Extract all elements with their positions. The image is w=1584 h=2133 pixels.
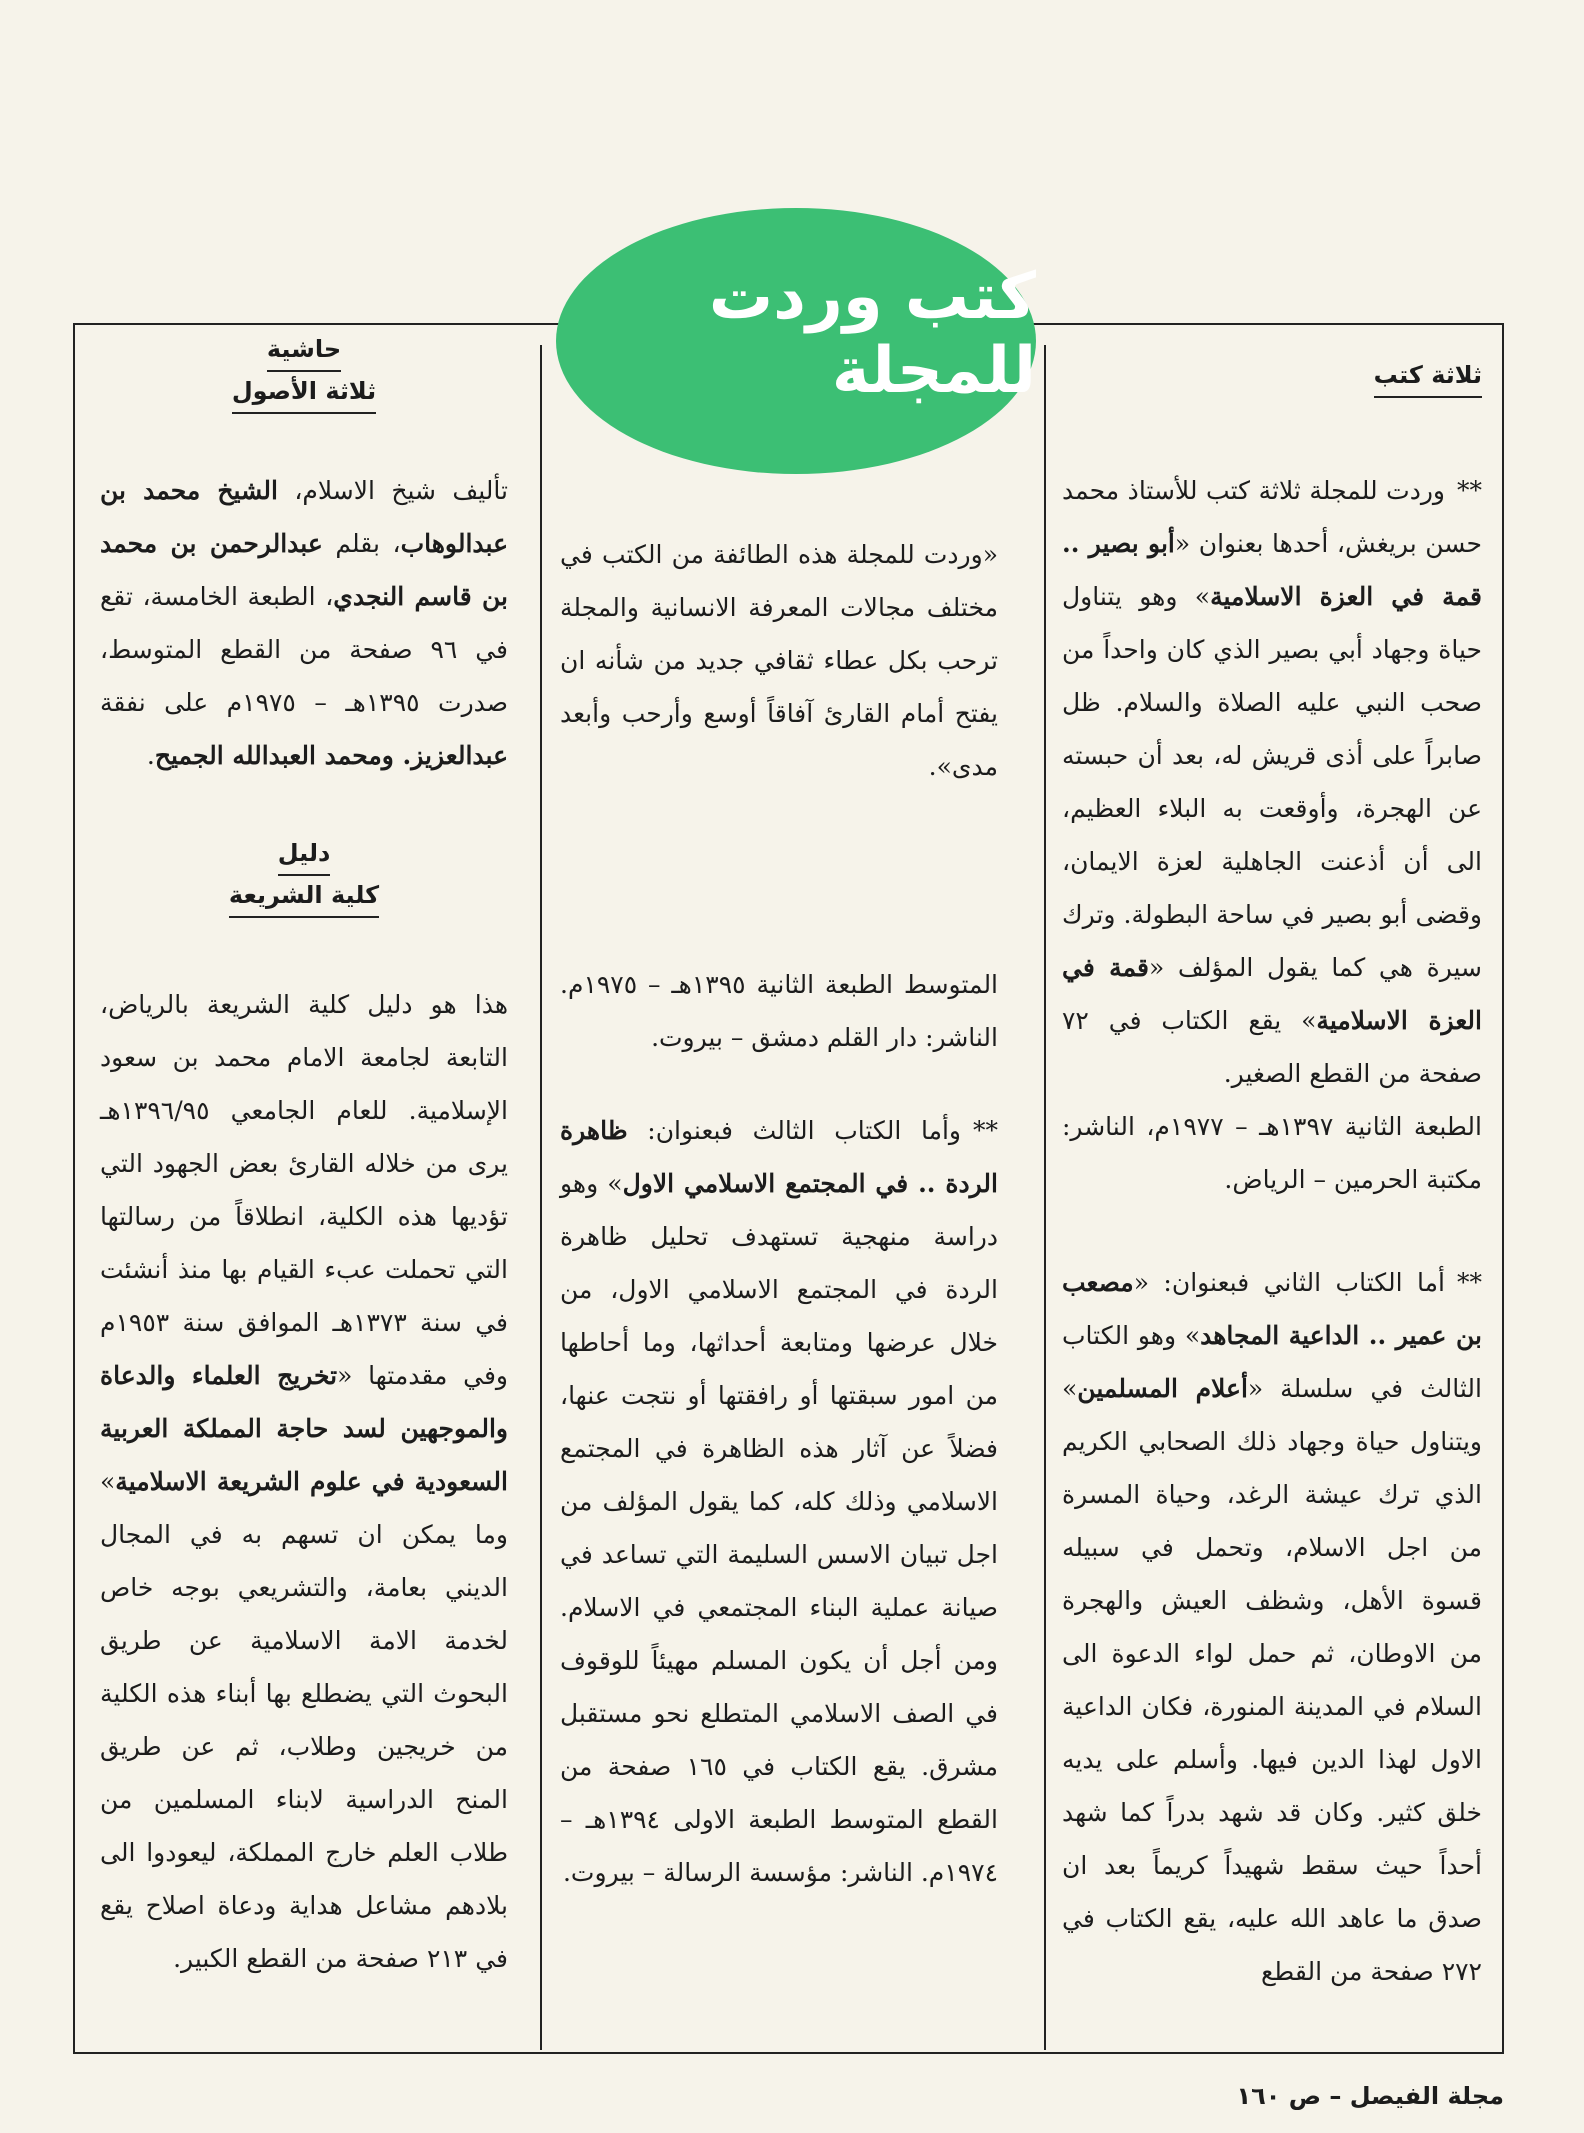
paragraph-first-book: **وردت للمجلة ثلاثة كتب للأستاذ محمد حسن بريغش، أحدها بعنوان «أبو بصير .. قمة في العزة الاسلامية» وهو يتناول حياة وجهاد أبي بصير الذي كان واحداً من صحب النبي عليه الصلاة والسلام. ظل صابراً على أذى قريش له، بعد أن حبسته عن الهجرة، وأوقعت به البلاء العظيم، الى أن أذعنت الجاهلية لعزة الايمان، وقضى أبو بصير في ساحة البطولة. وترك سيرة هي كما يقول المؤلف «قمة في العزة الاسلامية» يقع الكتاب في ٧٢ صفحة من القطع الصغير.: [1062, 476, 1482, 1088]
section-hashiya-kicker: حاشية: [267, 330, 341, 372]
paragraph-kulliyat-sharia: هذا هو دليل كلية الشريعة بالرياض، التابعة لجامعة الامام محمد بن سعود الإسلامية. للعام الجامعي ١٣٩٦/٩٥هـ يرى من خلاله القارئ بعض الجهود التي تؤديها هذه الكلية، انطلاقاً من رسالتها التي تحملت عبء القيام بها منذ أنشئت في سنة ١٣٧٣هـ الموافق سنة ١٩٥٣م وفي مقدمتها «تخريج العلماء والدعاة والموجهين لسد حاجة المملكة العربية السعودية في علوم الشريعة الاسلامية» وما يمكن ان تسهم به في المجال الديني بعامة، والتشريعي بوجه خاص لخدمة الامة الاسلامية عن طريق البحوث التي يضطلع بها أبناء هذه الكلية من خريجين وطلاب، ثم عن طريق المنح الدراسية لابناء المسلمين من طلاب العلم خارج المملكة، ليعودوا الى بلادهم مشاعل هداية ودعاة اصلاح يقع في ٢١٣ صفحة من القطع الكبير.: [100, 990, 509, 1973]
frame-top-left-rule: [73, 323, 563, 325]
banner-title: كتب وردت للمجلة: [708, 260, 1036, 408]
section-dalil-kicker: دليل: [278, 834, 331, 876]
paragraph-second-book-edition: المتوسط الطبعة الثانية ١٣٩٥هـ – ١٩٧٥م. الناشر: دار القلم دمشق – بيروت.: [560, 970, 999, 1052]
section-dalil-title: كلية الشريعة: [229, 876, 379, 918]
paragraph-first-book-edition: الطبعة الثانية ١٣٩٧هـ – ١٩٧٧م، الناشر: مكتبة الحرمين – الرياض.: [1062, 1112, 1482, 1194]
column-divider-right: [1044, 345, 1046, 2050]
paragraph-second-book: **أما الكتاب الثاني فبعنوان: «مصعب بن عمير .. الداعية المجاهد» وهو الكتاب الثالث في سلسلة «أعلام المسلمين» ويتناول حياة وجهاد ذلك الصحابي الكريم الذي ترك عيشة الرغد، وحياة المسرة من اجل الاسلام، وتحمل في سبيله قسوة الأهل، وشظف العيش والهجرة من الاوطان، ثم حمل لواء الدعوة الى السلام في المدينة المنورة، فكان الداعية الاول لهذا الدين فيها. وأسلم على يديه خلق كثير. وكان قد شهد بدراً كما شهد أحداً حيث سقط شهيداً كريماً بعد ان صدق ما عاهد الله عليه، يقع الكتاب في ٢٧٢ صفحة من القطع: [1062, 1268, 1482, 1986]
section-dalil-heading: [100, 834, 508, 918]
section-hashiya-heading: [100, 330, 508, 414]
paragraph-third-book: **وأما الكتاب الثالث فبعنوان: ظاهرة الردة .. في المجتمع الاسلامي الاول» وهو دراسة منهجية تستهدف تحليل ظاهرة الردة في المجتمع الاسلامي الاول، من خلال عرضها ومتابعة أحداثها، وما أحاطها من امور سبقتها أو رافقتها أو نتجت عنها، فضلاً عن آثار هذه الظاهرة في المجتمع الاسلامي وذلك كله، كما يقول المؤلف من اجل تبيان الاسس السليمة التي تساعد في صيانة عملية البناء المجتمعي في الاسلام. ومن أجل أن يكون المسلم مهيئاً للوقوف في الصف الاسلامي المتطلع نحو مستقبل مشرق. يقع الكتاب في ١٦٥ صفحة من القطع المتوسط الطبعة الاولى ١٣٩٤هـ – ١٩٧٤م. الناشر: مؤسسة الرسالة – بيروت.: [560, 1116, 998, 1887]
page-footer: مجلة الفيصل – ص ١٦٠: [1236, 2082, 1504, 2110]
frame-bottom-rule: [73, 2052, 1504, 2054]
frame-top-right-rule: [1028, 323, 1504, 325]
middle-column: [560, 528, 998, 1899]
left-column: [100, 330, 508, 1985]
paragraph-thalatha-usul: تأليف شيخ الاسلام، الشيخ محمد بن عبدالوهاب، بقلم عبدالرحمن بن محمد بن قاسم النجدي، الطبعة الخامسة، تقع في ٩٦ صفحة من القطع المتوسط، صدرت ١٣٩٥هـ – ١٩٧٥م على نفقة عبدالعزيز. ومحمد العبدالله الجميح.: [100, 476, 509, 770]
frame-left-rule: [73, 323, 75, 2053]
column-divider-left: [540, 345, 542, 2050]
right-column: [1062, 356, 1482, 1998]
section-hashiya-title: ثلاثة الأصول: [232, 372, 376, 414]
frame-right-rule: [1502, 323, 1504, 2053]
paragraph-intro: «وردت للمجلة هذه الطائفة من الكتب في مختلف مجالات المعرفة الانسانية والمجلة ترحب بكل عطاء ثقافي جديد من شأنه ان يفتح أمام القارئ آفاقاً أوسع وأرحب وأبعد مدى».: [560, 540, 998, 781]
title-banner: [556, 208, 1036, 474]
right-column-heading: ثلاثة كتب: [1374, 356, 1482, 398]
